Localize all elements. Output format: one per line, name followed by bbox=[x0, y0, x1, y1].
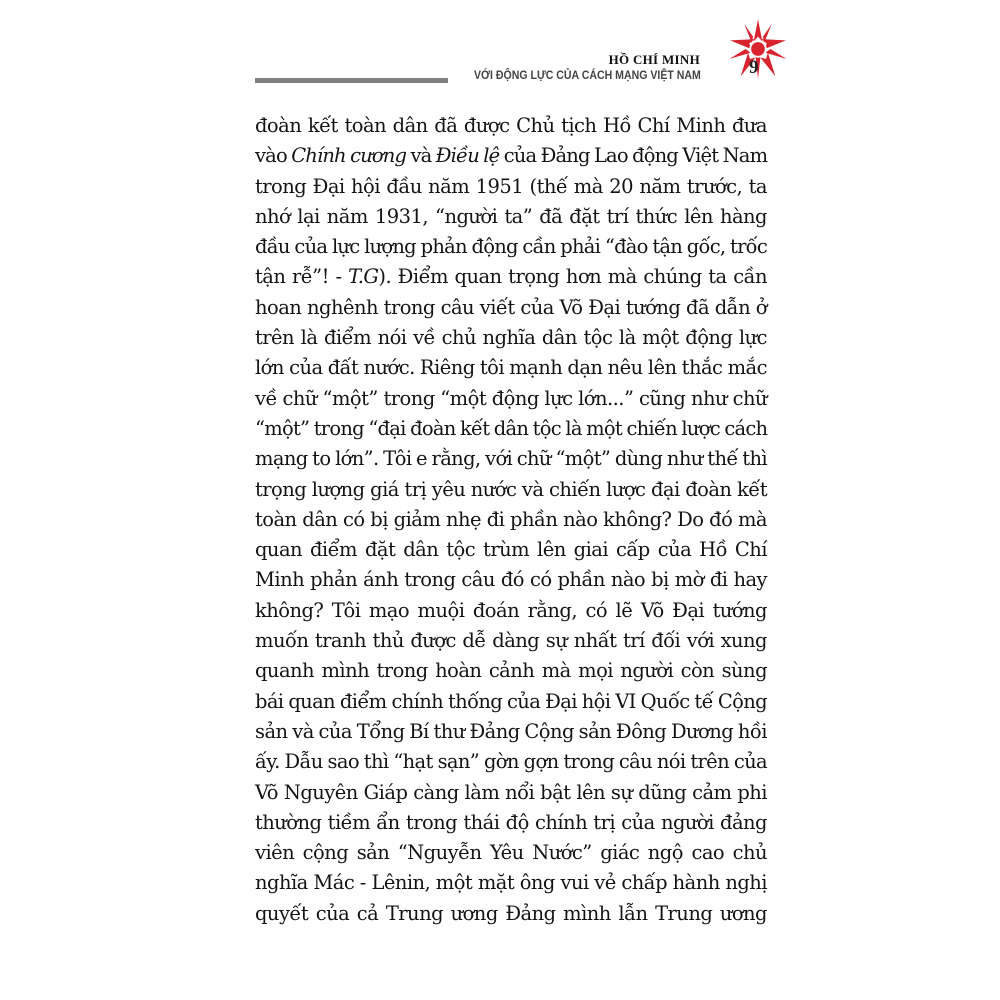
header-rule bbox=[255, 78, 448, 83]
text-line: trên là điểm nói về chủ nghĩa dân tộc là một động lực bbox=[255, 326, 767, 350]
text-line: “một” trong “đại đoàn kết dân tộc là một chiến lược cách bbox=[255, 416, 768, 440]
text-line: thường tiềm ẩn trong thái độ chính trị của người đảng bbox=[255, 810, 767, 834]
text-line: bái quan điểm chính thống của Đại hội VI Quốc tế Cộng bbox=[255, 689, 767, 713]
running-head-subtitle: VỚI ĐỘNG LỰC CỦA CÁCH MẠNG VIỆT NAM bbox=[474, 68, 701, 82]
text-line: quan điểm đặt dân tộc trùm lên giai cấp của Hồ Chí bbox=[255, 538, 767, 562]
text-line: Võ Nguyên Giáp càng làm nổi bật lên sự dũng cảm phi bbox=[255, 780, 767, 804]
text-line: không? Tôi mạo muội đoán rằng, có lẽ Võ Đại tướng bbox=[255, 598, 767, 622]
text-line: muốn tranh thủ được dễ dàng sự nhất trí đối với xung bbox=[255, 629, 767, 653]
text-line: toàn dân có bị giảm nhẹ đi phần nào không? Do đó mà bbox=[255, 507, 767, 531]
text-line: hoan nghênh trong câu viết của Võ Đại tướng đã dẫn ở bbox=[255, 295, 767, 319]
text-line: sản và của Tổng Bí thư Đảng Cộng sản Đông Dương hồi bbox=[255, 719, 767, 743]
text-line: viên cộng sản “Nguyễn Yêu Nước” giác ngộ cao chủ bbox=[255, 841, 767, 865]
text-line: lớn của đất nước. Riêng tôi mạnh dạn nêu lên thắc mắc bbox=[255, 356, 767, 380]
text-line: vào Chính cương và Điều lệ của Đảng Lao động Việt Nam bbox=[255, 144, 768, 168]
text-line: nhớ lại năm 1931, “người ta” đã đặt trí thức lên hàng bbox=[255, 204, 767, 228]
running-head-title: HỒ CHÍ MINH bbox=[608, 52, 700, 67]
text-line: mạng to lớn”. Tôi e rằng, với chữ “một” dùng như thế thì bbox=[255, 447, 767, 471]
italic-title: Chính cương bbox=[291, 144, 407, 168]
italic-title: Điều lệ bbox=[435, 144, 500, 168]
page-number: 9 bbox=[749, 57, 759, 78]
italic-initials: T.G bbox=[348, 265, 379, 289]
text-line: trong Đại hội đầu năm 1951 (thế mà 20 năm trước, ta bbox=[255, 174, 767, 198]
text-line: đoàn kết toàn dân đã được Chủ tịch Hồ Chí Minh đưa bbox=[255, 114, 767, 137]
text-line: ấy. Dẫu sao thì “hạt sạn” gờn gợn trong câu nói trên của bbox=[255, 750, 767, 774]
text-line: về chữ “một” trong “một động lực lớn...” cũng như chữ bbox=[255, 386, 767, 410]
body-paragraph bbox=[255, 111, 767, 929]
text-line: tận rễ”! - T.G). Điểm quan trọng hơn mà chúng ta cần bbox=[255, 265, 767, 289]
text-line: trọng lượng giá trị yêu nước và chiến lược đại đoàn kết bbox=[255, 477, 767, 501]
text-line: quanh mình trong hoàn cảnh mà mọi người còn sùng bbox=[255, 659, 767, 683]
text-line: nghĩa Mác - Lênin, một mặt ông vui vẻ chấp hành nghị bbox=[255, 871, 767, 895]
text-line: đầu của lực lượng phản động cần phải “đào tận gốc, trốc bbox=[255, 235, 767, 259]
text-line: Minh phản ánh trong câu đó có phần nào bị mờ đi hay bbox=[255, 568, 767, 592]
text-line: quyết của cả Trung ương Đảng mình lẫn Trung ương bbox=[255, 901, 767, 925]
